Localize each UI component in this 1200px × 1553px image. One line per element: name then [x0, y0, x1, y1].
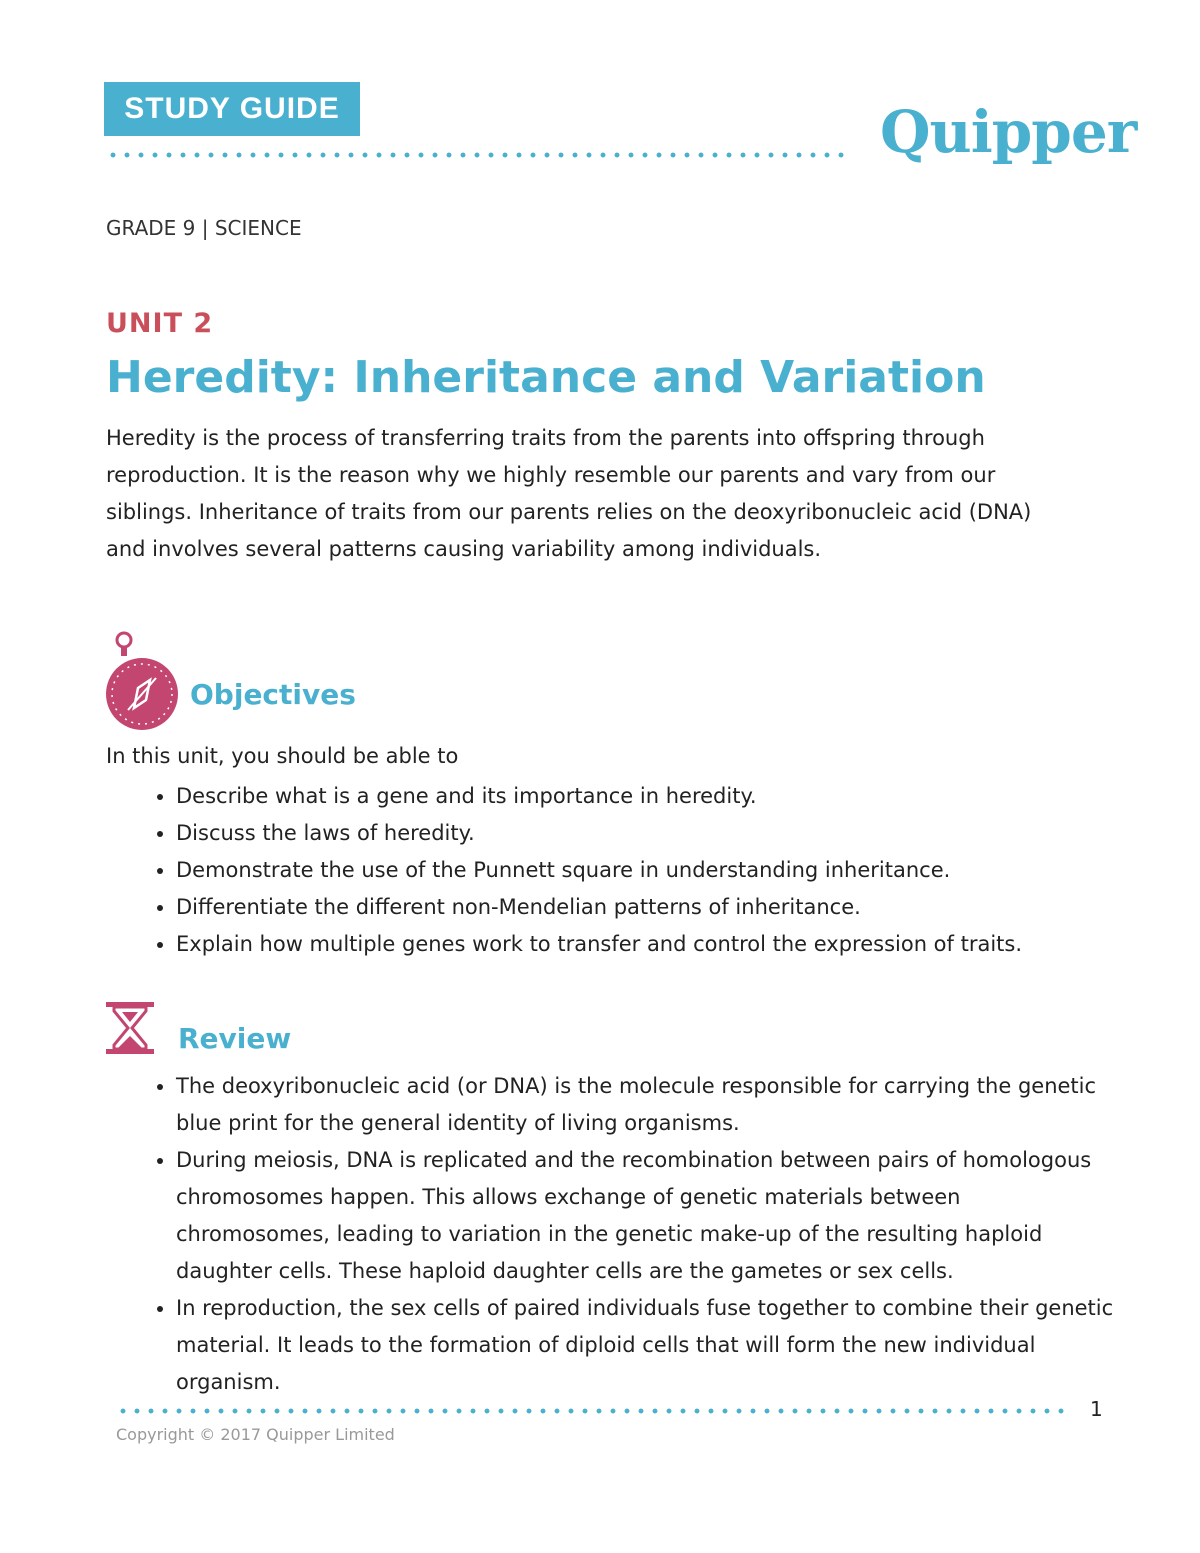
- review-list: [136, 1068, 1116, 1401]
- objectives-heading: Objectives: [190, 678, 356, 711]
- quipper-logo: Quipper: [880, 98, 1137, 166]
- footer-dotted-divider: [116, 1408, 1070, 1414]
- review-heading: Review: [178, 1022, 292, 1055]
- objective-item: • Discuss the laws of heredity.: [176, 815, 1136, 852]
- hourglass-icon: [106, 1002, 154, 1054]
- study-guide-badge: STUDY GUIDE: [104, 82, 360, 136]
- page-title: Heredity: Inheritance and Variation: [106, 352, 986, 403]
- copyright-notice: Copyright © 2017 Quipper Limited: [116, 1425, 395, 1444]
- objectives-list: [136, 778, 1136, 963]
- unit-label: UNIT 2: [106, 308, 214, 339]
- page-number: 1: [1090, 1397, 1103, 1421]
- intro-paragraph: Heredity is the process of transferring traits from the parents into offspring through reproduction. It is the reason why we highly resemble our parents and vary from our siblings. Inheritance of traits from our parents relies on the deoxyribonucleic acid (DNA) and involves several patterns causing variability among individuals.: [106, 426, 1032, 561]
- objective-item: • Describe what is a gene and its importance in heredity.: [176, 778, 1136, 815]
- header-dotted-divider: [106, 152, 846, 158]
- objective-item: • Demonstrate the use of the Punnett square in understanding inheritance.: [176, 852, 1136, 889]
- objective-item: • Explain how multiple genes work to transfer and control the expression of traits.: [176, 926, 1136, 963]
- grade-subject-line: GRADE 9 | SCIENCE: [106, 216, 302, 240]
- review-item: • In reproduction, the sex cells of paired individuals fuse together to combine their genetic material. It leads to the formation of diploid cells that will form the new individual organism.: [176, 1290, 1116, 1401]
- objective-item: • Differentiate the different non-Mendelian patterns of inheritance.: [176, 889, 1136, 926]
- objectives-lead: In this unit, you should be able to: [106, 744, 459, 768]
- review-item: • During meiosis, DNA is replicated and the recombination between pairs of homologous chromosomes happen. This allows exchange of genetic materials between chromosomes, leading to variation in the genetic make-up of the resulting haploid daughter cells. These haploid daughter cells are the gametes or sex cells.: [176, 1142, 1116, 1290]
- review-item: • The deoxyribonucleic acid (or DNA) is the molecule responsible for carrying the genetic blue print for the general identity of living organisms.: [176, 1068, 1116, 1142]
- compass-icon: [104, 630, 180, 740]
